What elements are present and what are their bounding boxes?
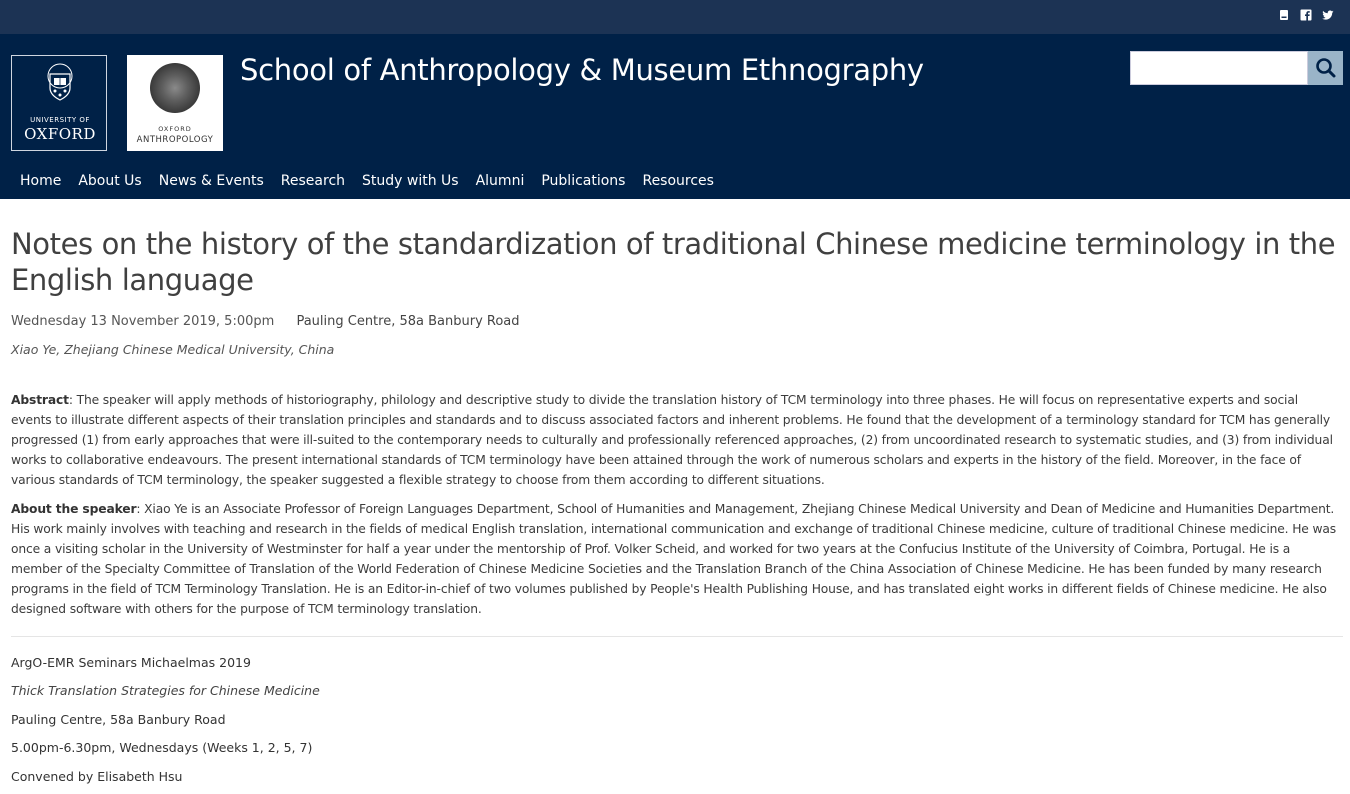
nav-research[interactable]: Research bbox=[280, 173, 346, 189]
abstract-text: : The speaker will apply methods of historiography, philology and descriptive study to divide the translation history of TCM terminology into three phases. He will focus on representative experts and social events to illustrate different aspects of their translation principles and standards and to discuss associated factors and inherent problems. He found that the development of a terminology standard for TCM has generally progressed (1) from early approaches that were ill-suited to the contemporary needs to culturally and professionally referenced approaches, (2) from uncoordinated research to systematic studies, and (3) from individual works to collaborative endeavours. The present international standards of TCM terminology have been attained through the work of numerous scholars and experts in the history of the field. Moreover, in the face of various standards of TCM terminology, the speaker suggested a flexible strategy to choose from them according to different situations. bbox=[11, 393, 1333, 487]
abstract-paragraph bbox=[11, 390, 1341, 490]
anthropology-logo[interactable] bbox=[127, 55, 223, 151]
about-speaker-label: About the speaker bbox=[11, 502, 137, 516]
top-bar bbox=[0, 0, 1350, 34]
divider bbox=[11, 636, 1343, 637]
series-convenor: Convened by Elisabeth Hsu bbox=[11, 769, 183, 784]
series-venue: Pauling Centre, 58a Banbury Road bbox=[11, 712, 226, 727]
event-location: Pauling Centre, 58a Banbury Road bbox=[296, 314, 520, 329]
search-icon bbox=[1308, 51, 1343, 85]
anthropology-emblem-icon bbox=[150, 63, 200, 113]
bookmark-icon[interactable] bbox=[1278, 9, 1290, 21]
event-meta bbox=[11, 314, 520, 329]
social-links bbox=[1278, 9, 1334, 21]
nav-publications[interactable]: Publications bbox=[541, 173, 626, 189]
about-speaker-paragraph bbox=[11, 499, 1341, 619]
series-theme: Thick Translation Strategies for Chinese Medicine bbox=[11, 683, 320, 698]
search-button[interactable] bbox=[1308, 51, 1343, 85]
event-datetime: Wednesday 13 November 2019, 5:00pm bbox=[11, 314, 275, 329]
oxford-logo-line2: OXFORD bbox=[24, 125, 96, 143]
nav-resources[interactable]: Resources bbox=[642, 173, 714, 189]
oxford-crest-icon bbox=[44, 62, 76, 106]
nav-alumni[interactable]: Alumni bbox=[475, 173, 525, 189]
main-nav bbox=[11, 173, 722, 189]
oxford-logo-line1: UNIVERSITY OF bbox=[30, 116, 90, 124]
search-input[interactable] bbox=[1130, 51, 1308, 85]
site-title[interactable]: School of Anthropology & Museum Ethnography bbox=[240, 53, 924, 87]
nav-study-with-us[interactable]: Study with Us bbox=[362, 173, 459, 189]
nav-about-us[interactable]: About Us bbox=[78, 173, 142, 189]
site-header bbox=[0, 34, 1350, 199]
facebook-icon[interactable] bbox=[1300, 9, 1312, 21]
oxford-logo[interactable] bbox=[11, 55, 107, 151]
abstract-label: Abstract bbox=[11, 393, 69, 407]
search-form bbox=[1130, 51, 1343, 85]
nav-news-events[interactable]: News & Events bbox=[158, 173, 264, 189]
twitter-icon[interactable] bbox=[1322, 9, 1334, 21]
event-speaker: Xiao Ye, Zhejiang Chinese Medical University, China bbox=[11, 342, 335, 357]
anthro-logo-line1: OXFORD bbox=[158, 125, 192, 133]
series-time: 5.00pm-6.30pm, Wednesdays (Weeks 1, 2, 5, 7) bbox=[11, 740, 313, 755]
anthro-logo-line2: ANTHROPOLOGY bbox=[136, 135, 214, 145]
series-name: ArgO-EMR Seminars Michaelmas 2019 bbox=[11, 655, 251, 670]
page-title: Notes on the history of the standardization of traditional Chinese medicine terminology in the English language bbox=[11, 227, 1336, 297]
main-content bbox=[11, 226, 1341, 784]
nav-home[interactable]: Home bbox=[20, 173, 62, 189]
about-speaker-text: : Xiao Ye is an Associate Professor of Foreign Languages Department, School of Humanities and Management, Zhejiang Chinese Medical University and Dean of Medicine and Humanities Department. His work mainly involves with teaching and research in the fields of medical English translation, international communication and exchange of traditional Chinese medicine, culture of traditional Chinese medicine. He was once a visiting scholar in the University of Westminster for half a year under the mentorship of Prof. Volker Scheid, and worked for two years at the Confucius Institute of the University of Coimbra, Portugal. He is a member of the Specialty Committee of Translation of the World Federation of Chinese Medicine Societies and the Translation Branch of the China Association of Chinese Medicine. He has been funded by many research programs in the field of TCM Terminology Translation. He is an Editor-in-chief of two volumes published by People's Health Publishing House, and has translated eight works in different fields of Chinese medicine. He also designed software with others for the purpose of TCM terminology translation. bbox=[11, 502, 1337, 616]
